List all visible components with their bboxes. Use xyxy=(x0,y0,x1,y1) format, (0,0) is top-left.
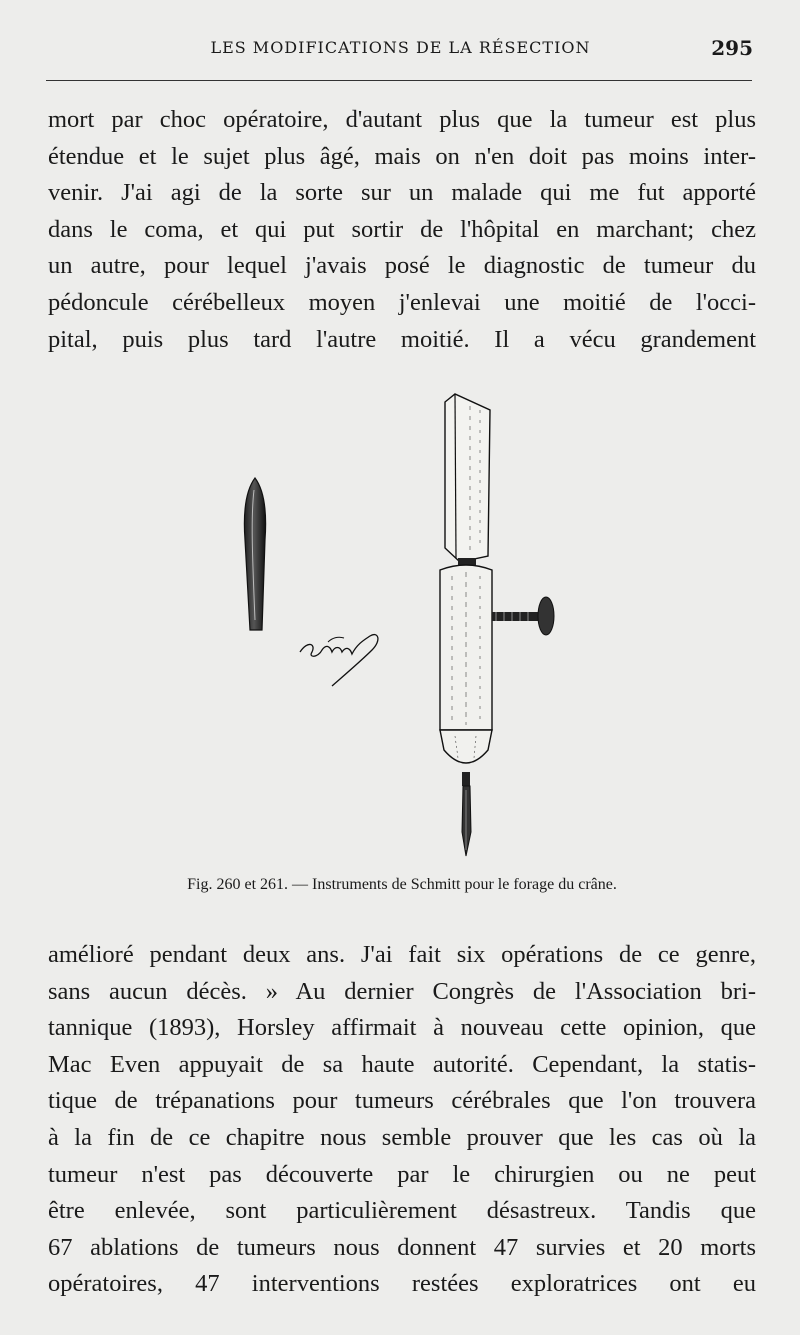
text-line: tumeur n'est pas découverte par le chirurgien ou ne peut xyxy=(48,1160,756,1188)
running-head xyxy=(48,36,753,66)
text-line: 67 ablations de tumeurs nous donnent 47 survies et 20 morts xyxy=(48,1233,756,1261)
text-line: opératoires, 47 interventions restées exploratrices ont eu xyxy=(48,1270,756,1298)
drill-bit-illustration xyxy=(244,478,265,630)
page-number: 295 xyxy=(711,36,753,60)
text-line: étendue et le sujet plus âgé, mais on n'en doit pas moins inter- xyxy=(48,142,756,170)
trephine-illustration xyxy=(440,394,554,856)
engraver-signature xyxy=(300,635,378,686)
figure-instruments xyxy=(0,380,800,880)
paragraph-bottom xyxy=(48,937,756,1303)
text-line: mort par choc opératoire, d'autant plus que la tumeur est plus xyxy=(48,106,756,133)
text-line: être enlevée, sont particulièrement désastreux. Tandis que xyxy=(48,1197,756,1225)
paragraph-top xyxy=(48,102,756,358)
text-line: amélioré pendant deux ans. J'ai fait six opérations de ce genre, xyxy=(48,941,756,968)
figure-caption: Fig. 260 et 261. — Instruments de Schmitt pour le forage du crâne. xyxy=(187,876,617,893)
text-line: pédoncule cérébelleux moyen j'enlevai une moitié de l'occi- xyxy=(48,288,756,316)
text-line: pital, puis plus tard l'autre moitié. Il a vécu grandement xyxy=(48,325,756,353)
text-line: Mac Even appuyait de sa haute autorité. Cependant, la statis- xyxy=(48,1050,756,1078)
instruments-illustration xyxy=(0,380,800,880)
text-line: tique de trépanations pour tumeurs cérébrales que l'on trouvera xyxy=(48,1087,756,1115)
text-line: venir. J'ai agi de la sorte sur un malade qui me fut apporté xyxy=(48,179,756,207)
header-rule xyxy=(46,80,752,81)
text-line: sans aucun décès. » Au dernier Congrès de l'Association bri- xyxy=(48,977,756,1005)
text-line: tannique (1893), Horsley affirmait à nouveau cette opinion, que xyxy=(48,1014,756,1042)
running-title: LES MODIFICATIONS DE LA RÉSECTION xyxy=(210,38,591,57)
text-line: dans le coma, et qui put sortir de l'hôpital en marchant; chez xyxy=(48,215,756,243)
text-line: un autre, pour lequel j'avais posé le diagnostic de tumeur du xyxy=(48,252,756,280)
text-line: à la fin de ce chapitre nous semble prouver que les cas où la xyxy=(48,1123,756,1151)
